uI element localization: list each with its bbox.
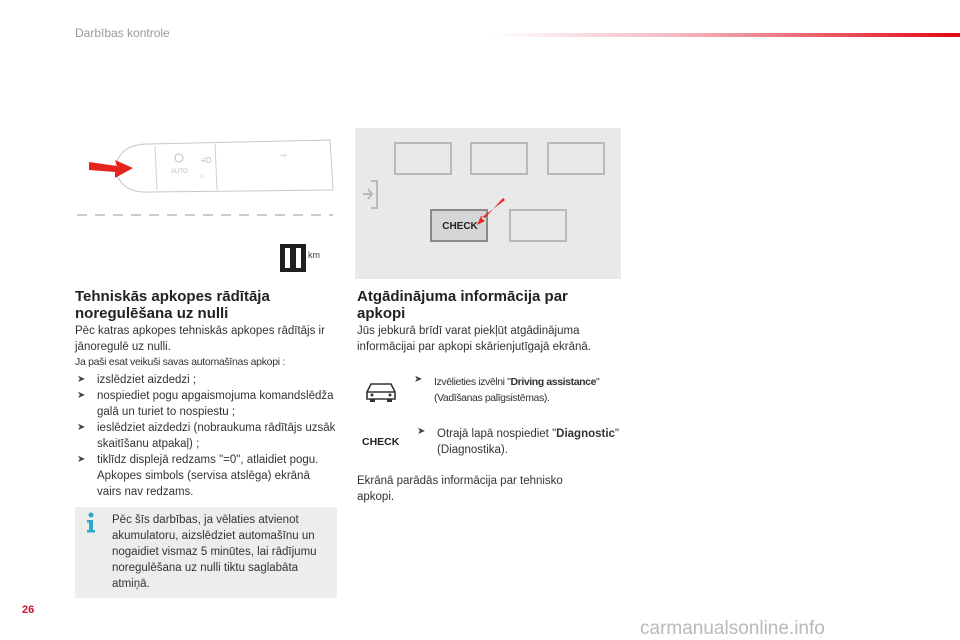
check-button[interactable]: CHECK bbox=[442, 221, 478, 232]
service-wrench-display-icon bbox=[279, 243, 307, 273]
check-text-label: CHECK bbox=[362, 436, 400, 448]
svg-text:☼: ☼ bbox=[198, 171, 206, 180]
chevron-right-icon: ➤ bbox=[77, 422, 86, 433]
right-intro: Jūs jebkurā brīdī varat piekļūt atgādinājuma informācijai par apkopi skārienjutīgajā ekrānā. bbox=[357, 325, 591, 353]
svg-text:AUTO: AUTO bbox=[171, 169, 188, 175]
info-icon bbox=[84, 512, 98, 534]
chevron-right-icon: ➤ bbox=[77, 374, 86, 385]
km-unit-label: km bbox=[308, 250, 320, 260]
page-number: 26 bbox=[22, 604, 35, 616]
step1 bbox=[414, 374, 624, 406]
list-item: ➤ tiklīdz displejā redzams "=0", atlaidiet pogu. Apkopes simbols (servisa atslēga) ekrānā vairs nav redzams. bbox=[77, 454, 319, 498]
diagnostic-label: Diagnostic bbox=[556, 428, 615, 440]
left-intro: Pēc katras apkopes tehniskās apkopes rādītājs ir jānoregulē uz nulli. bbox=[75, 325, 325, 353]
svg-text:⊸: ⊸ bbox=[280, 151, 287, 160]
list-item: ➤ ieslēdziet aizdedzi (nobraukuma rādītājs uzsāk skaitīšanu atpakaļ) ; bbox=[77, 422, 336, 450]
left-steps-list bbox=[75, 372, 337, 500]
touchscreen-illustration bbox=[355, 128, 621, 279]
step2-text-post: " (Diagnostika). bbox=[437, 428, 620, 456]
left-section-title: Tehniskās apkopes rādītāja noregulēšana uz nulli bbox=[75, 288, 270, 322]
header-accent-bar bbox=[490, 33, 960, 37]
chevron-right-icon: ➤ bbox=[417, 426, 426, 437]
driving-assistance-menu-label: Driving assistance bbox=[510, 376, 597, 388]
list-item: ➤ izslēdziet aizdedzi ; bbox=[77, 374, 197, 386]
lighting-stalk-illustration bbox=[75, 128, 337, 224]
info-text: Pēc šīs darbības, ja vēlaties atvienot akumulatoru, aizslēdziet automašīnu un nogaidiet vismaz 5 minūtes, lai rādījumu noregulēšana uz nulli tiktu saglabāta atmiņā. bbox=[112, 514, 317, 590]
chevron-right-icon: ➤ bbox=[77, 454, 86, 465]
step1-text-pre: Izvēlieties izvēlni " bbox=[434, 376, 511, 388]
list-item: ➤ nospiediet pogu apgaismojuma komandslēdža galā un turiet to nospiestu ; bbox=[77, 390, 334, 418]
header-title: Darbības kontrole bbox=[75, 26, 170, 40]
step1-text-post: " (Vadīšanas palīgsistēmas). bbox=[434, 376, 600, 404]
watermark: carmanualsonline.info bbox=[640, 618, 825, 639]
right-section-title: Atgādinājuma informācija par apkopi bbox=[357, 288, 568, 322]
chevron-right-icon: ➤ bbox=[414, 374, 423, 385]
car-icon bbox=[363, 380, 399, 404]
step2-text-pre: Otrajā lapā nospiediet " bbox=[437, 428, 557, 440]
step2 bbox=[417, 426, 622, 458]
right-outro: Ekrānā parādās informācija par tehnisko apkopi. bbox=[357, 475, 563, 503]
svg-text:≡D: ≡D bbox=[201, 156, 212, 165]
left-intro-small: Ja paši esat veikuši savas automašīnas apkopi : bbox=[75, 356, 286, 368]
chevron-right-icon: ➤ bbox=[77, 390, 86, 401]
